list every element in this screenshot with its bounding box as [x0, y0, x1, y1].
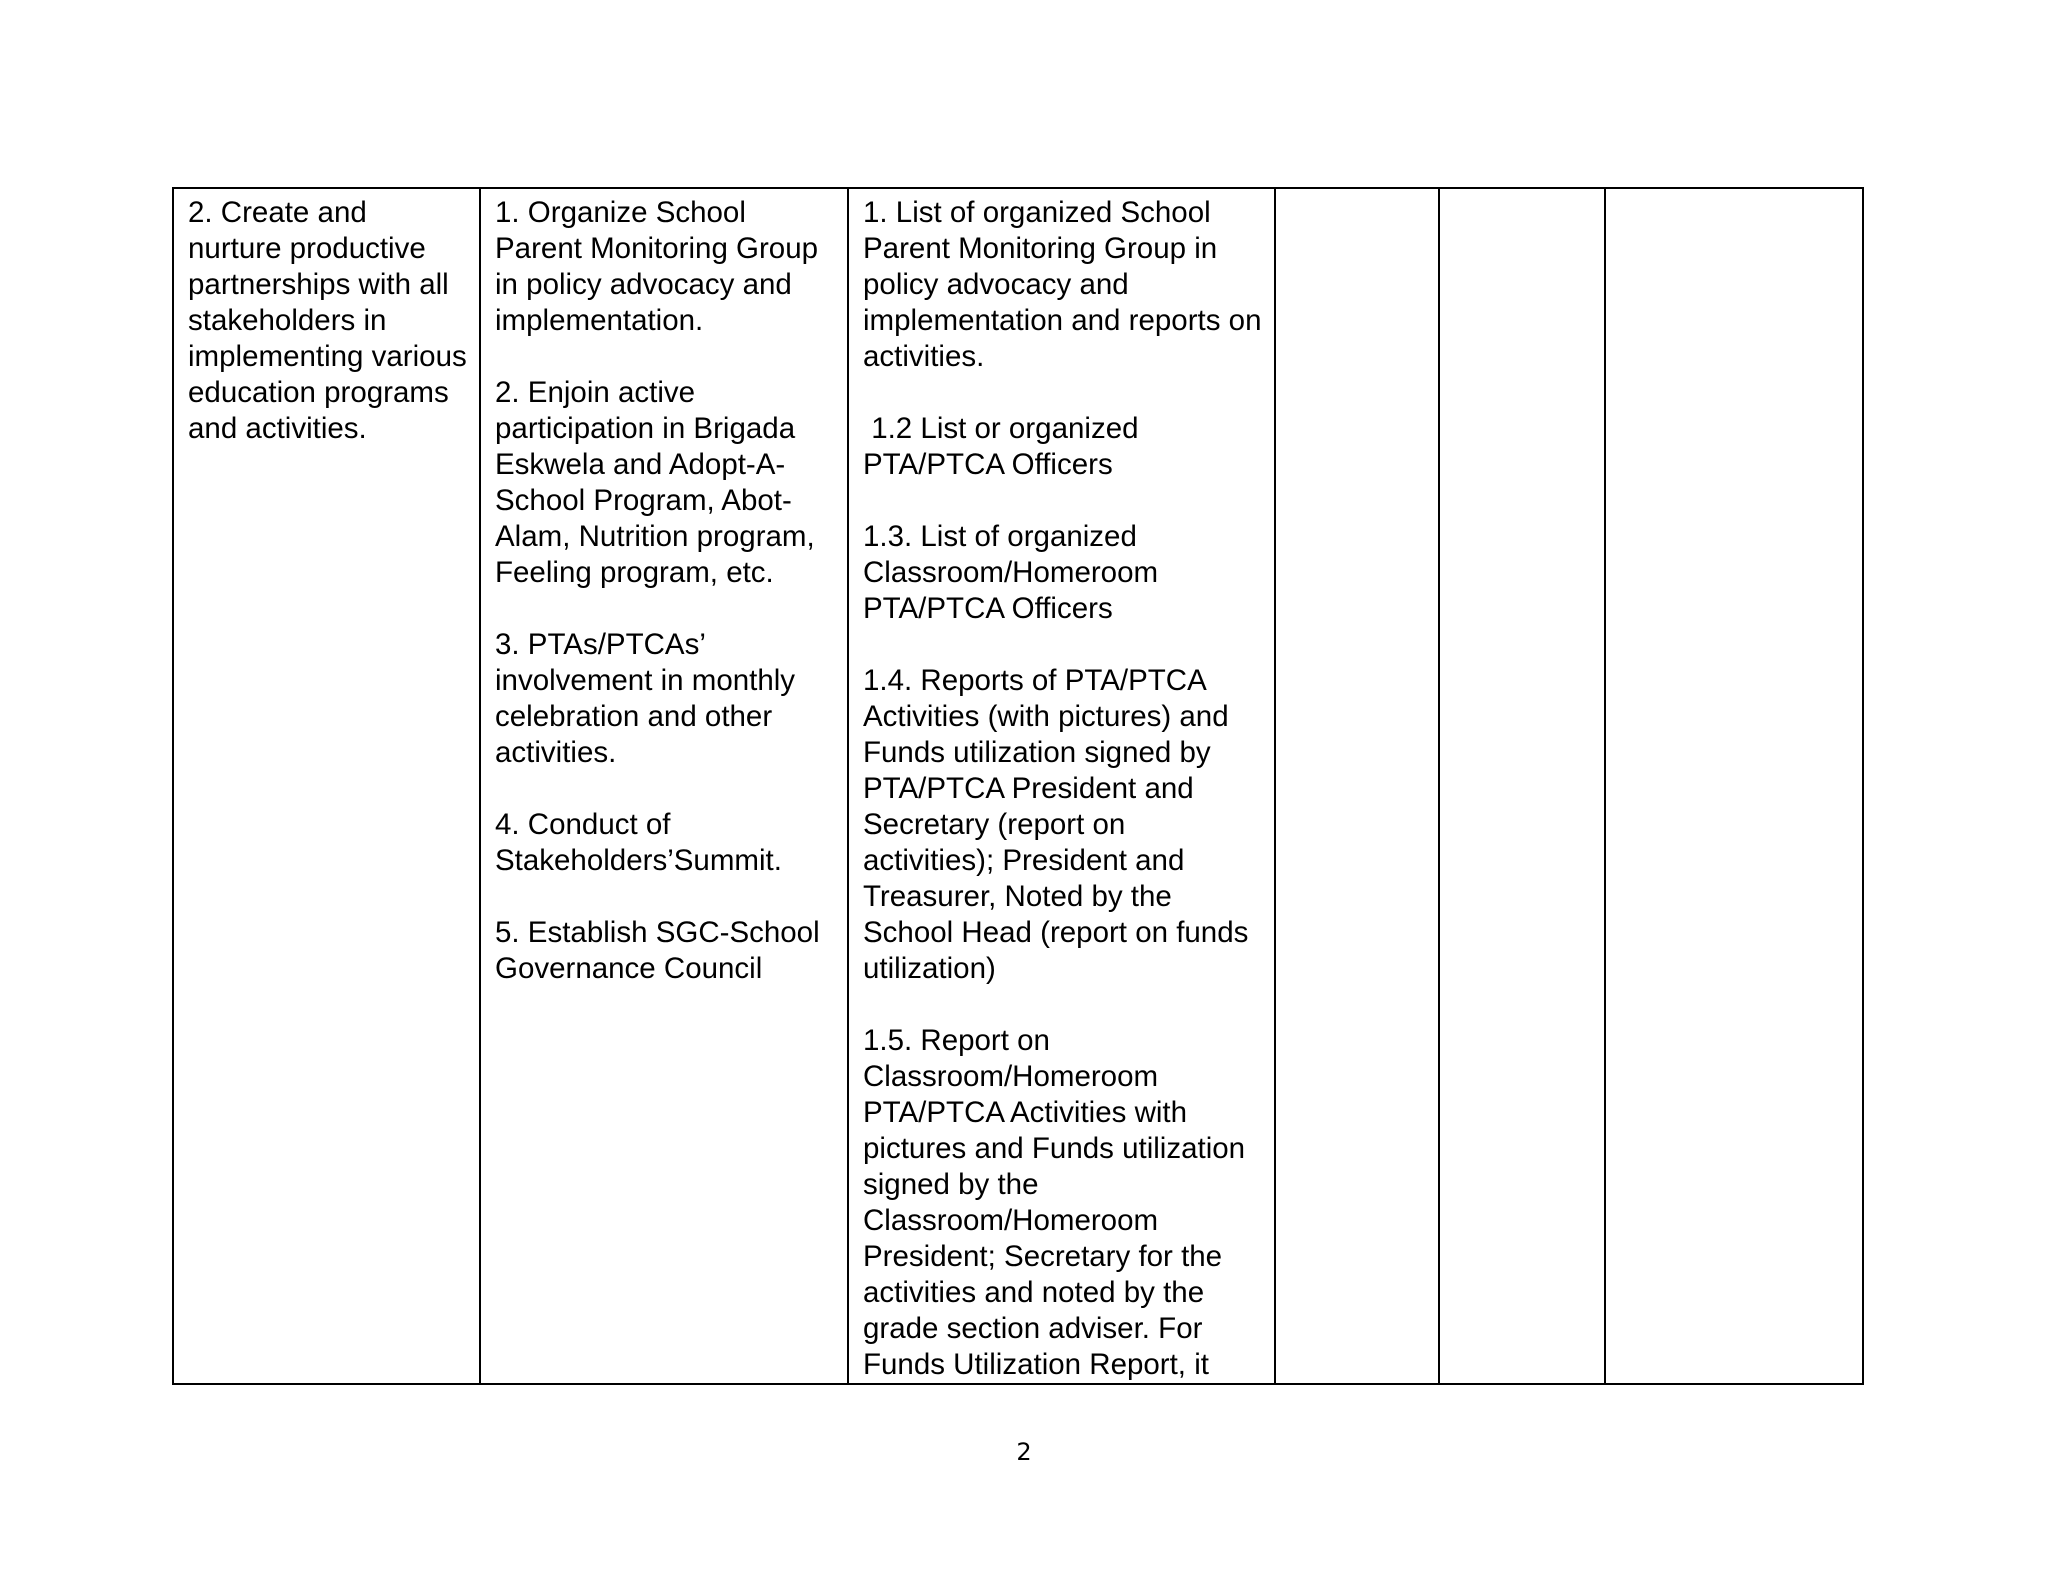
- evidence-cell: [848, 188, 1275, 1384]
- activity-item: 1. Organize School Parent Monitoring Group in policy advocacy and implementation.: [495, 196, 819, 337]
- empty-cell: [1275, 188, 1439, 1384]
- empty-cell: [1605, 188, 1863, 1384]
- activity-item: 5. Establish SGC-School Governance Council: [495, 916, 820, 985]
- page-number: 2: [1016, 1438, 1032, 1466]
- school-plan-table: [172, 187, 1864, 1385]
- objective-cell: [173, 188, 480, 1384]
- objective-text: 2. Create and nurture productive partnerships with all stakeholders in implementing various education programs and activities.: [188, 196, 467, 445]
- empty-cell: [1439, 188, 1605, 1384]
- evidence-item: 1.3. List of organized Classroom/Homeroom PTA/PTCA Officers: [863, 520, 1159, 625]
- evidence-item: 1. List of organized School Parent Monitoring Group in policy advocacy and implementation and reports on activities.: [863, 196, 1262, 373]
- activity-item: 2. Enjoin active participation in Brigada Eskwela and Adopt-A-School Program, Abot-Alam, Nutrition program, Feeling program, etc.: [495, 376, 815, 589]
- evidence-item: 1.4. Reports of PTA/PTCA Activities (with pictures) and Funds utilization signed by PTA/PTCA President and Secretary (report on activities); President and Treasurer, Noted by the School Head (report on funds utilization): [863, 664, 1249, 985]
- activity-item: 4. Conduct of Stakeholders’Summit.: [495, 808, 782, 877]
- activities-cell: [480, 188, 848, 1384]
- table-row: [173, 188, 1863, 1384]
- evidence-item: 1.5. Report on Classroom/Homeroom PTA/PTCA Activities with pictures and Funds utilization signed by the Classroom/Homeroom President; Secretary for the activities and noted by the grade section adviser. For Funds Utilization Report, it: [863, 1024, 1246, 1381]
- activity-item: 3. PTAs/PTCAs’ involvement in monthly celebration and other activities.: [495, 628, 796, 769]
- evidence-item: 1.2 List or organized PTA/PTCA Officers: [863, 412, 1147, 481]
